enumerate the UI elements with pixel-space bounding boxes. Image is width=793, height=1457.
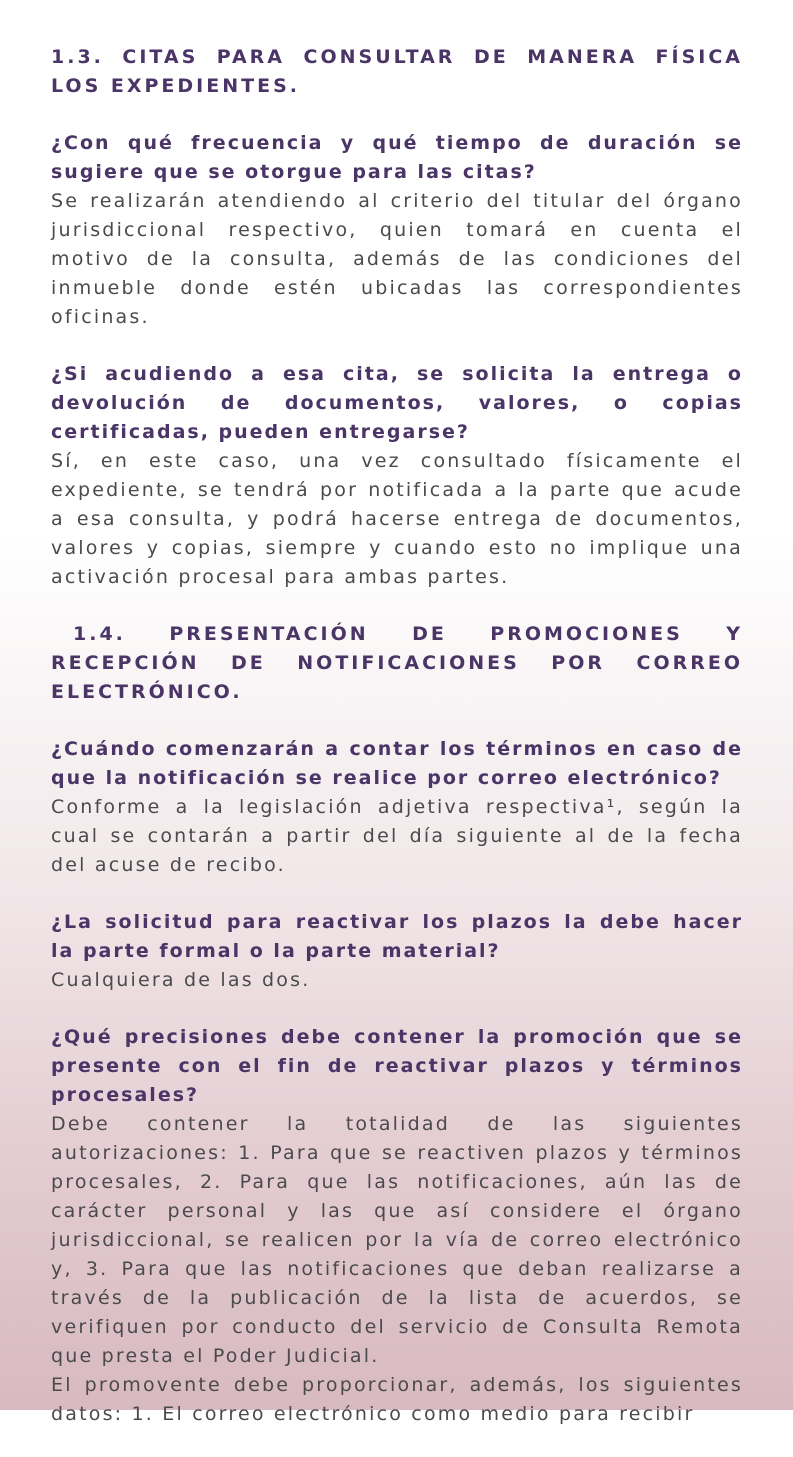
- qa-block: [51, 129, 743, 332]
- document-page: [51, 43, 743, 1457]
- question: ¿Qué precisiones debe contener la promoción que se presente con el fin de reactivar plazos y términos procesales?: [51, 1026, 743, 1106]
- answer: Debe contener la totalidad de las siguientes autorizaciones: 1. Para que se reactiven plazos y términos procesales, 2. Para que las notificaciones, aún las de carácter personal y las que así considere el órgano jurisdiccional, se realicen por la vía de correo electrónico y, 3. Para que las notificaciones que deban realizarse a través de la publicación de la lista de acuerdos, se verifiquen por conducto del servicio de Consulta Remota que presta el Poder Judicial.: [51, 1113, 743, 1367]
- qa-block: [51, 735, 743, 880]
- answer: Cualquiera de las dos.: [51, 969, 311, 991]
- qa-block: [51, 360, 743, 592]
- answer: Conforme a la legislación adjetiva respectiva¹, según la cual se contarán a partir del día siguiente al de la fecha del acuse de recibo.: [51, 796, 743, 876]
- question: ¿La solicitud para reactivar los plazos la debe hacer la parte formal o la parte material?: [51, 911, 743, 962]
- question: ¿Cuándo comenzarán a contar los términos en caso de que la notificación se realice por correo electrónico?: [51, 738, 743, 789]
- question: ¿Con qué frecuencia y qué tiempo de duración se sugiere que se otorgue para las citas?: [51, 132, 743, 183]
- qa-block: [51, 1023, 743, 1429]
- question: ¿Si acudiendo a esa cita, se solicita la entrega o devolución de documentos, valores, o copias certificadas, pueden entregarse?: [51, 363, 743, 443]
- section-heading-1-4: 1.4. PRESENTACIÓN DE PROMOCIONES Y RECEPCIÓN DE NOTIFICACIONES POR CORREO ELECTRÓNICO.: [51, 623, 743, 703]
- answer: Sí, en este caso, una vez consultado físicamente el expediente, se tendrá por notificada a la parte que acude a esa consulta, y podrá hacerse entrega de documentos, valores y copias, siempre y cuando esto no implique una activación procesal para ambas partes.: [51, 450, 743, 588]
- section-heading-1-3: 1.3. CITAS PARA CONSULTAR DE MANERA FÍSICA LOS EXPEDIENTES.: [51, 46, 743, 97]
- answer-continuation: El promovente debe proporcionar, además, los siguientes datos: 1. El correo electrónico como medio para recibir: [51, 1374, 743, 1425]
- answer: Se realizarán atendiendo al criterio del titular del órgano jurisdiccional respectivo, quien tomará en cuenta el motivo de la consulta, además de las condiciones del inmueble donde estén ubicadas las correspondientes oficinas.: [51, 190, 743, 328]
- qa-block: [51, 908, 743, 995]
